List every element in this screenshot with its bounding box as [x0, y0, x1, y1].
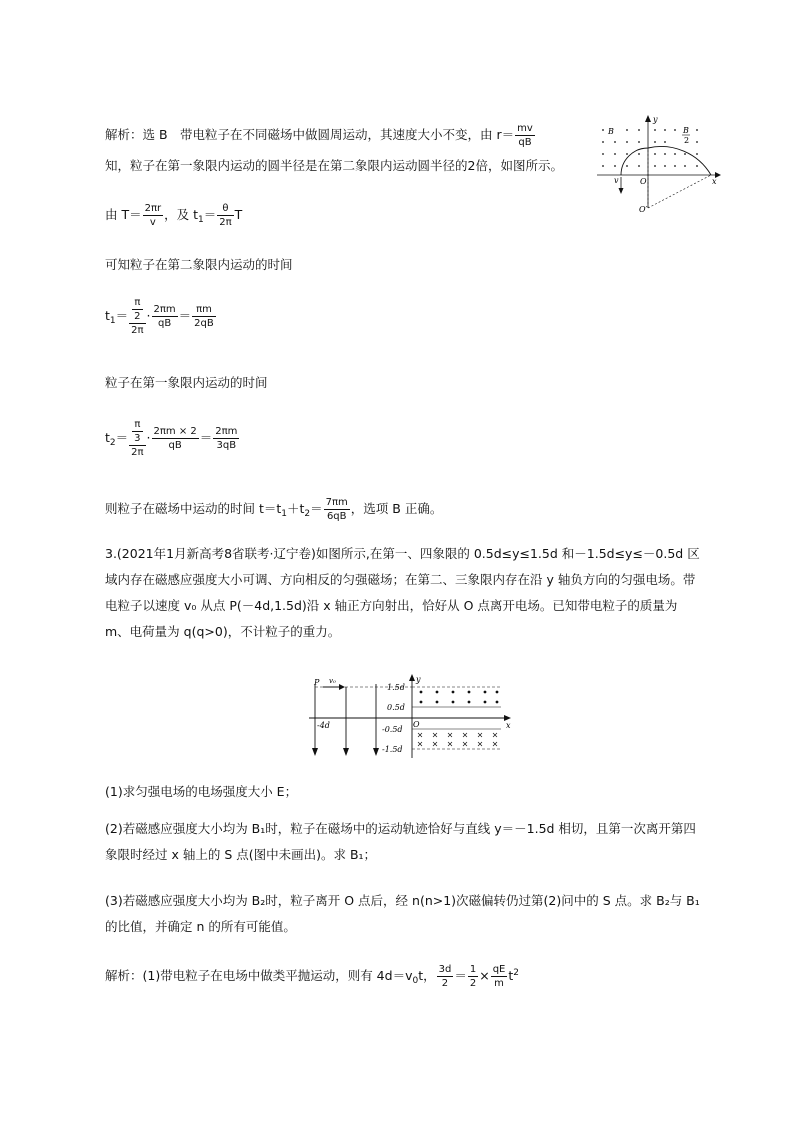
fraction-qE-m: $\frac{qE}{m}$ [492, 964, 506, 989]
fig2-y-label: y [416, 675, 421, 684]
analysis2-line: 解析：(1)带电粒子在电场中做类平抛运动，则有 $4d=v_0t$， $\frac{3d}{2}$ ＝ $\frac{1}{2}$ × $\frac{qE}{m}$ $t^2$ [105, 964, 520, 989]
first-quad-text: 粒子在第一象限内运动的时间 [105, 375, 268, 390]
question-1: (1)求匀强电场的电场强度大小 E； [105, 784, 298, 799]
problem3-text: 3.(2021年1月新高考8省联考·辽宁卷)如图所示,在第一、四象限的 0.5d≤y≤1.5d 和－1.5d≤y≤－0.5d 区域内存在磁感应强度大小可调、方向相反的匀强磁场；在第二、三象限内存在沿 y 轴负方向的匀强电场。带电粒子以速度 v₀ 从点 P(－4d,1.5d)沿 x 轴正方向射出，恰好从 O 点离开电场。已知带电粒子的质量为 m、电荷量为 q(q>0)，不计粒子的重力。 [105, 546, 700, 639]
fraction-T: $\frac{2\pi r}{v}$ [144, 203, 162, 228]
t2-formula: $t_2=$ $\frac{\frac{\pi}{3}}{2\pi}$ · $\frac{2\pi m \times 2}{qB}$ ＝ $\frac{2\pi m}{3qB}$ [105, 419, 238, 458]
fig2-v0-label: v₀ [329, 677, 336, 685]
analysis1-line2: 知，粒子在第一象限内运动的圆半径是在第二象限内运动圆半径的2倍，如图所示。 [105, 158, 563, 173]
fig1-b-right-num: B [683, 126, 689, 135]
t1-formula: $t_1=$ $\frac{\frac{\pi}{2}}{2\pi}$ · $\frac{2\pi m}{qB}$ ＝ $\frac{\pi m}{2qB}$ [105, 297, 214, 336]
fig2-origin: O [413, 720, 420, 729]
figure1-diagram [597, 114, 722, 214]
fig1-x-label: x [712, 177, 717, 186]
fig2-tick-m05: -0.5d [382, 725, 403, 734]
fraction-3d-2: $\frac{3d}{2}$ [438, 964, 452, 989]
fraction-2pim2-qB: $\frac{2\pi m \times 2}{qB}$ [153, 426, 197, 451]
fig1-y-label: y [653, 115, 658, 124]
fig2-p-label: P [314, 678, 320, 687]
known-text: 可知粒子在第二象限内运动的时间 [105, 257, 293, 272]
fig2-tick-m15: -1.5d [382, 745, 403, 754]
fraction-1-2: $\frac{1}{2}$ [469, 964, 477, 989]
fig1-origin: O [640, 177, 647, 186]
field-dots-upper [420, 691, 499, 704]
fig1-v-label: v [614, 176, 619, 185]
fraction-pi2-over-2pi: $\frac{\frac{\pi}{2}}{2\pi}$ [131, 297, 144, 336]
fraction-r: $\frac{mv}{qB}$ [517, 123, 533, 148]
fig2-tick-15: 1.5d [387, 683, 405, 692]
question-3: (3)若磁感应强度大小均为 B₂时，粒子离开 O 点后，经 n(n>1)次磁偏转仍过第(2)问中的 S 点。求 B₂与 B₁的比值，并确定 n 的所有可能值。 [105, 893, 700, 934]
fig1-b-right-den: 2 [684, 136, 690, 145]
field-crosses-lower [418, 733, 497, 746]
fraction-result1: $\frac{\pi m}{2qB}$ [194, 304, 214, 329]
fraction-total: $\frac{7\pi m}{6qB}$ [325, 497, 348, 522]
analysis1-prefix: 解析：选 B 带电粒子在不同磁场中做圆周运动，其速度大小不变，由 r＝ [105, 127, 515, 142]
total-time: 则粒子在磁场中运动的时间 $t=t_1+t_2=$ $\frac{7\pi m}{6qB}$ ，选项 B 正确。 [105, 497, 443, 522]
fig1-b-left: B [608, 127, 614, 136]
period-formula: 由 T＝ $\frac{2\pi r}{v}$ ，及 $t_1=$ $\frac{\theta}{2\pi}$ T [105, 203, 243, 228]
analysis1-line1 [105, 122, 536, 149]
fraction-pi3-over-2pi: $\frac{\frac{\pi}{3}}{2\pi}$ [131, 419, 144, 458]
fig2-neg4d: -4d [317, 721, 330, 730]
fraction-2pim-qB: $\frac{2\pi m}{qB}$ [153, 304, 176, 329]
fraction-theta: $\frac{\theta}{2\pi}$ [219, 203, 232, 228]
fig2-tick-05: 0.5d [387, 703, 405, 712]
figure2-diagram [309, 674, 519, 760]
fig2-x-label: x [506, 721, 511, 730]
fraction-result2: $\frac{2\pi m}{3qB}$ [215, 426, 238, 451]
fig1-center: O′ [639, 205, 648, 214]
question-2: (2)若磁感应强度大小均为 B₁时，粒子在磁场中的运动轨迹恰好与直线 y＝－1.5d 相切，且第一次离开第四象限时经过 x 轴上的 S 点(图中未画出)。求 B₁； [105, 821, 696, 862]
